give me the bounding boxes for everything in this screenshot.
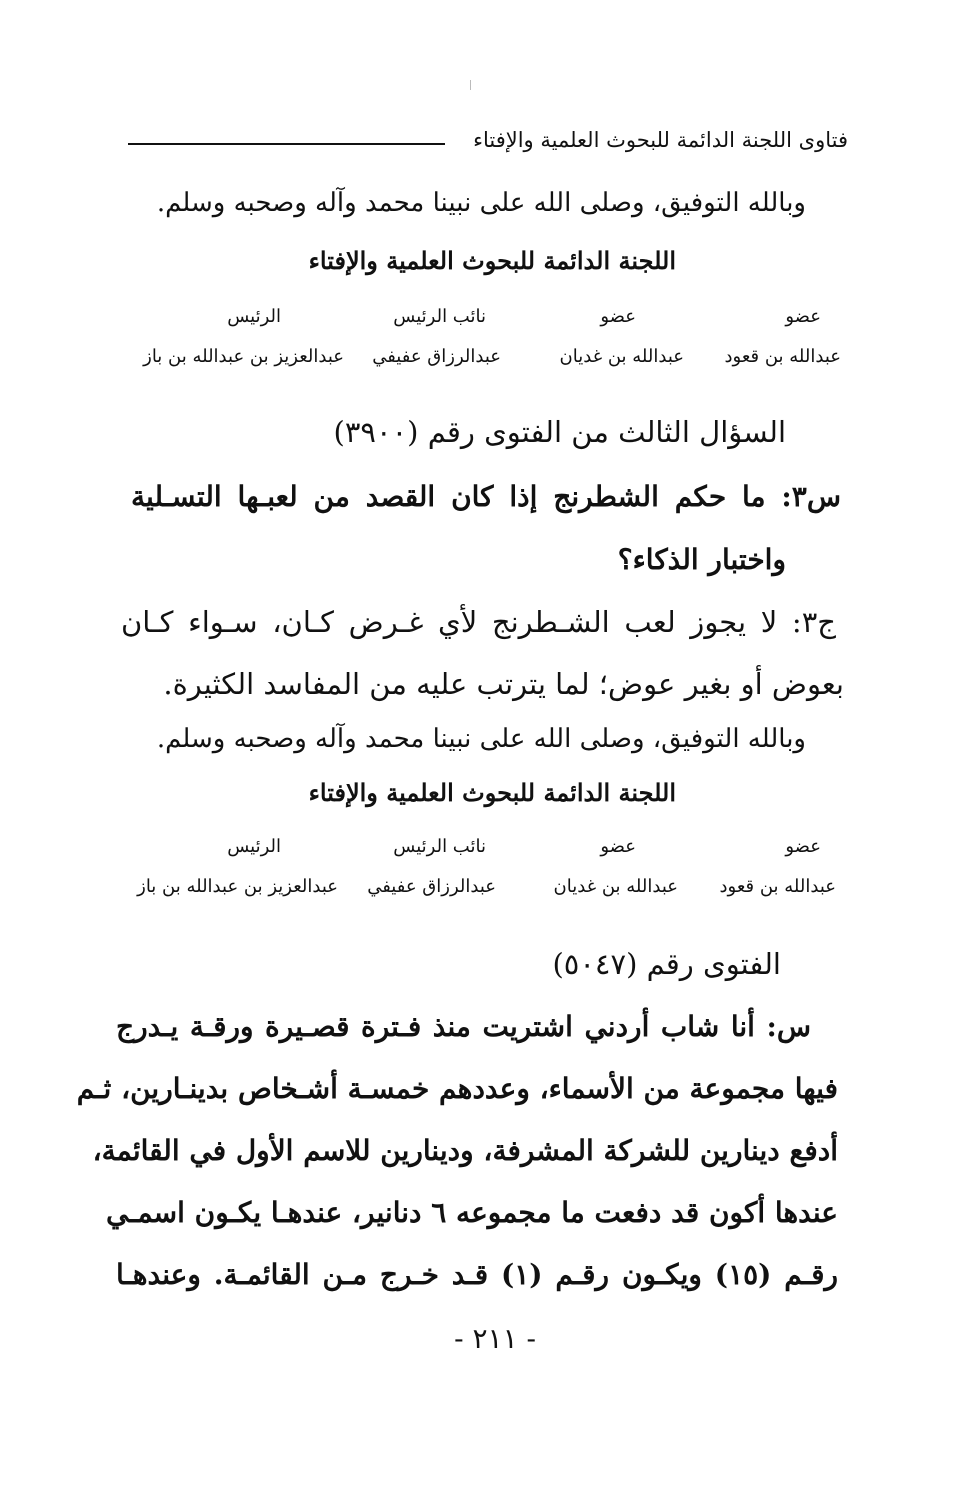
fatwa-5047-line-1: س: أنا شاب أردني اشتريت منذ فـترة قصـيرة ورقـة يـدرج (116, 1010, 811, 1043)
committee-name-1: اللجنة الدائمة للبحوث العلمية والإفتاء (308, 246, 676, 275)
member-name-1b: عبدالله بن غديان (559, 346, 684, 367)
role-member-1a: عضو (785, 306, 821, 327)
question-3-line-2: واختبار الذكاء؟ (617, 543, 786, 576)
fatwa-5047-line-2: فيها مجموعة من الأسماء، وعددهم خمسـة أشـخاص بدينـارين، ثـم (76, 1072, 838, 1105)
header-rule (128, 143, 445, 145)
fatwa-5047-line-5: رقـم (١٥) ويكـون رقـم (١) قـد خـرج مـن القائمـة. وعندهـا (116, 1258, 838, 1291)
answer-3-line-2: بعوض أو بغير عوض؛ لما يترتب عليه من المفاسد الكثيرة. (163, 667, 844, 701)
closing-formula-2: وبالله التوفيق، وصلى الله على نبينا محمد وآله وصحبه وسلم. (156, 724, 806, 754)
role-vice-president-2: نائب الرئيس (393, 836, 486, 857)
fatwa-5047-title: الفتوى رقم (٥٠٤٧) (552, 947, 781, 981)
page-number: - ٢١١ - (454, 1322, 536, 1355)
fatwa-5047-line-4: عندها أكون قد دفعت ما مجموعه ٦ دنانير، عندهـا يكـون اسمـي (105, 1196, 838, 1229)
role-member-2a: عضو (785, 836, 821, 857)
member-name-2d: عبدالعزيز بن عبدالله بن باز (137, 876, 338, 897)
member-name-2a: عبدالله بن قعود (719, 876, 836, 897)
member-name-2c: عبدالرزاق عفيفي (367, 876, 496, 897)
member-name-1c: عبدالرزاق عفيفي (372, 346, 501, 367)
question-3-line-1: س٣: ما حكم الشطرنج إذا كان القصد من لعبـها التسـلية (131, 480, 841, 513)
role-member-2b: عضو (600, 836, 636, 857)
role-president-2: الرئيس (227, 836, 281, 857)
question-3-title: السؤال الثالث من الفتوى رقم (٣٩٠٠) (333, 415, 786, 449)
scan-mark (470, 80, 471, 90)
closing-formula-1: وبالله التوفيق، وصلى الله على نبينا محمد وآله وصحبه وسلم. (156, 188, 806, 218)
role-president-1: الرئيس (227, 306, 281, 327)
fatwa-5047-line-3: أدفع دينارين للشركة المشرفة، ودينارين للاسم الأول في القائمة، (92, 1134, 838, 1167)
member-name-1a: عبدالله بن قعود (724, 346, 841, 367)
answer-3-line-1: ج٣: لا يجوز لعب الشـطرنج لأي غـرض كـان، سـواء كـان (121, 605, 836, 639)
committee-name-2: اللجنة الدائمة للبحوث العلمية والإفتاء (308, 778, 676, 807)
running-header-title: فتاوى اللجنة الدائمة للبحوث العلمية والإفتاء (473, 128, 848, 152)
role-member-1b: عضو (600, 306, 636, 327)
member-name-2b: عبدالله بن غديان (553, 876, 678, 897)
role-vice-president-1: نائب الرئيس (393, 306, 486, 327)
member-name-1d: عبدالعزيز بن عبدالله بن باز (143, 346, 344, 367)
